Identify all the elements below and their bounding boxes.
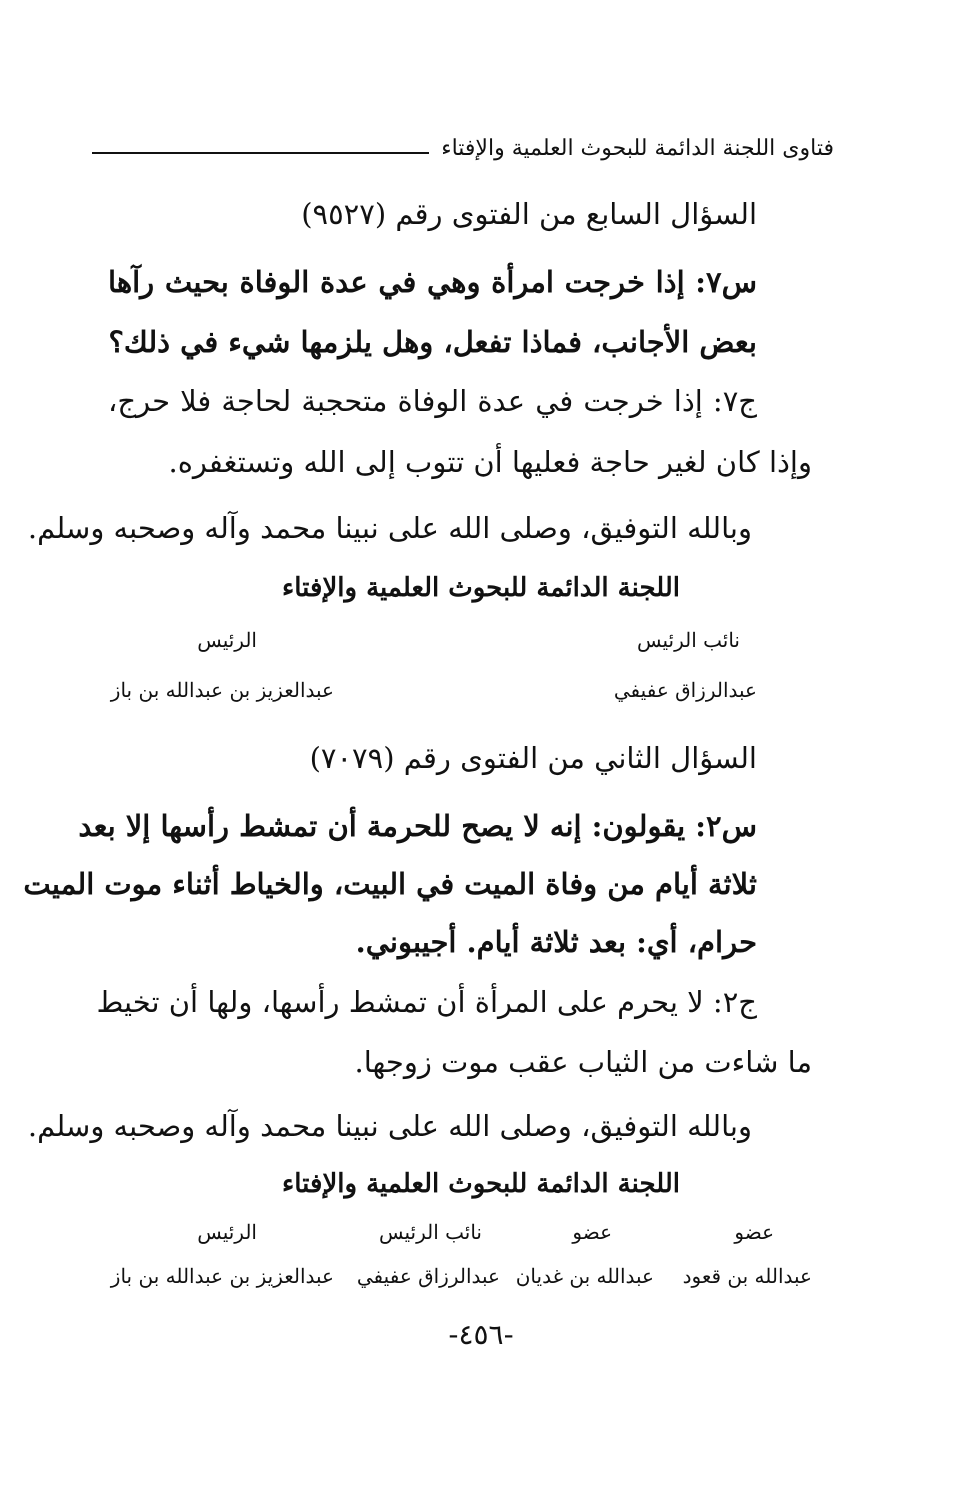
committee-name: اللجنة الدائمة للبحوث العلمية والإفتاء bbox=[282, 573, 680, 603]
signatory-name: عبدالله بن غديان bbox=[515, 1264, 654, 1288]
signatory-name: عبدالله بن قعود bbox=[682, 1264, 812, 1288]
answer-line: وإذا كان لغير حاجة فعليها أن تتوب إلى الله وتستغفره. bbox=[168, 445, 812, 479]
running-header bbox=[92, 128, 834, 168]
question-line: ثلاثة أيام من وفاة الميت في البيت، والخياط أثناء موت الميت bbox=[23, 867, 757, 901]
signatory-role: الرئيس bbox=[197, 628, 257, 652]
closing-prayer: وبالله التوفيق، وصلى الله على نبينا محمد وآله وصحبه وسلم. bbox=[27, 511, 752, 545]
signatory-name: عبدالعزيز بن عبدالله بن باز bbox=[110, 1264, 334, 1288]
closing-prayer: وبالله التوفيق، وصلى الله على نبينا محمد وآله وصحبه وسلم. bbox=[27, 1109, 752, 1143]
header-rule bbox=[92, 152, 429, 154]
signatory-role: عضو bbox=[734, 1220, 774, 1244]
fatwa-heading: السؤال السابع من الفتوى رقم (٩٥٢٧) bbox=[301, 197, 757, 231]
signatory-name: عبدالرزاق عفيفي bbox=[613, 678, 757, 702]
header-title: فتاوى اللجنة الدائمة للبحوث العلمية والإفتاء bbox=[441, 135, 834, 161]
answer-line: ج٧: إذا خرجت في عدة الوفاة متحجبة لحاجة فلا حرج، bbox=[108, 384, 757, 418]
answer-line: ج٢: لا يحرم على المرأة أن تمشط رأسها، ولها أن تخيط bbox=[96, 985, 757, 1019]
answer-line: ما شاءت من الثياب عقب موت زوجها. bbox=[354, 1045, 812, 1079]
page-number: -٤٥٦- bbox=[448, 1318, 514, 1351]
signatory-role: نائب الرئيس bbox=[378, 1220, 482, 1244]
signatory-role: نائب الرئيس bbox=[636, 628, 740, 652]
question-line: حرام، أي: بعد ثلاثة أيام. أجيبوني. bbox=[355, 925, 757, 959]
committee-name: اللجنة الدائمة للبحوث العلمية والإفتاء bbox=[282, 1169, 680, 1199]
signatory-name: عبدالعزيز بن عبدالله بن باز bbox=[110, 678, 334, 702]
signatory-role: عضو bbox=[572, 1220, 612, 1244]
fatwa-heading: السؤال الثاني من الفتوى رقم (٧٠٧٩) bbox=[309, 741, 757, 775]
signatory-role: الرئيس bbox=[197, 1220, 257, 1244]
question-line: س٢: يقولون: إنه لا يصح للحرمة أن تمشط رأسها إلا بعد bbox=[78, 809, 757, 843]
signatory-name: عبدالرزاق عفيفي bbox=[356, 1264, 500, 1288]
question-line: س٧: إذا خرجت امرأة وهي في عدة الوفاة بحيث رآها bbox=[108, 265, 757, 299]
question-line: بعض الأجانب، فماذا تفعل، وهل يلزمها شيء في ذلك؟ bbox=[108, 325, 757, 359]
